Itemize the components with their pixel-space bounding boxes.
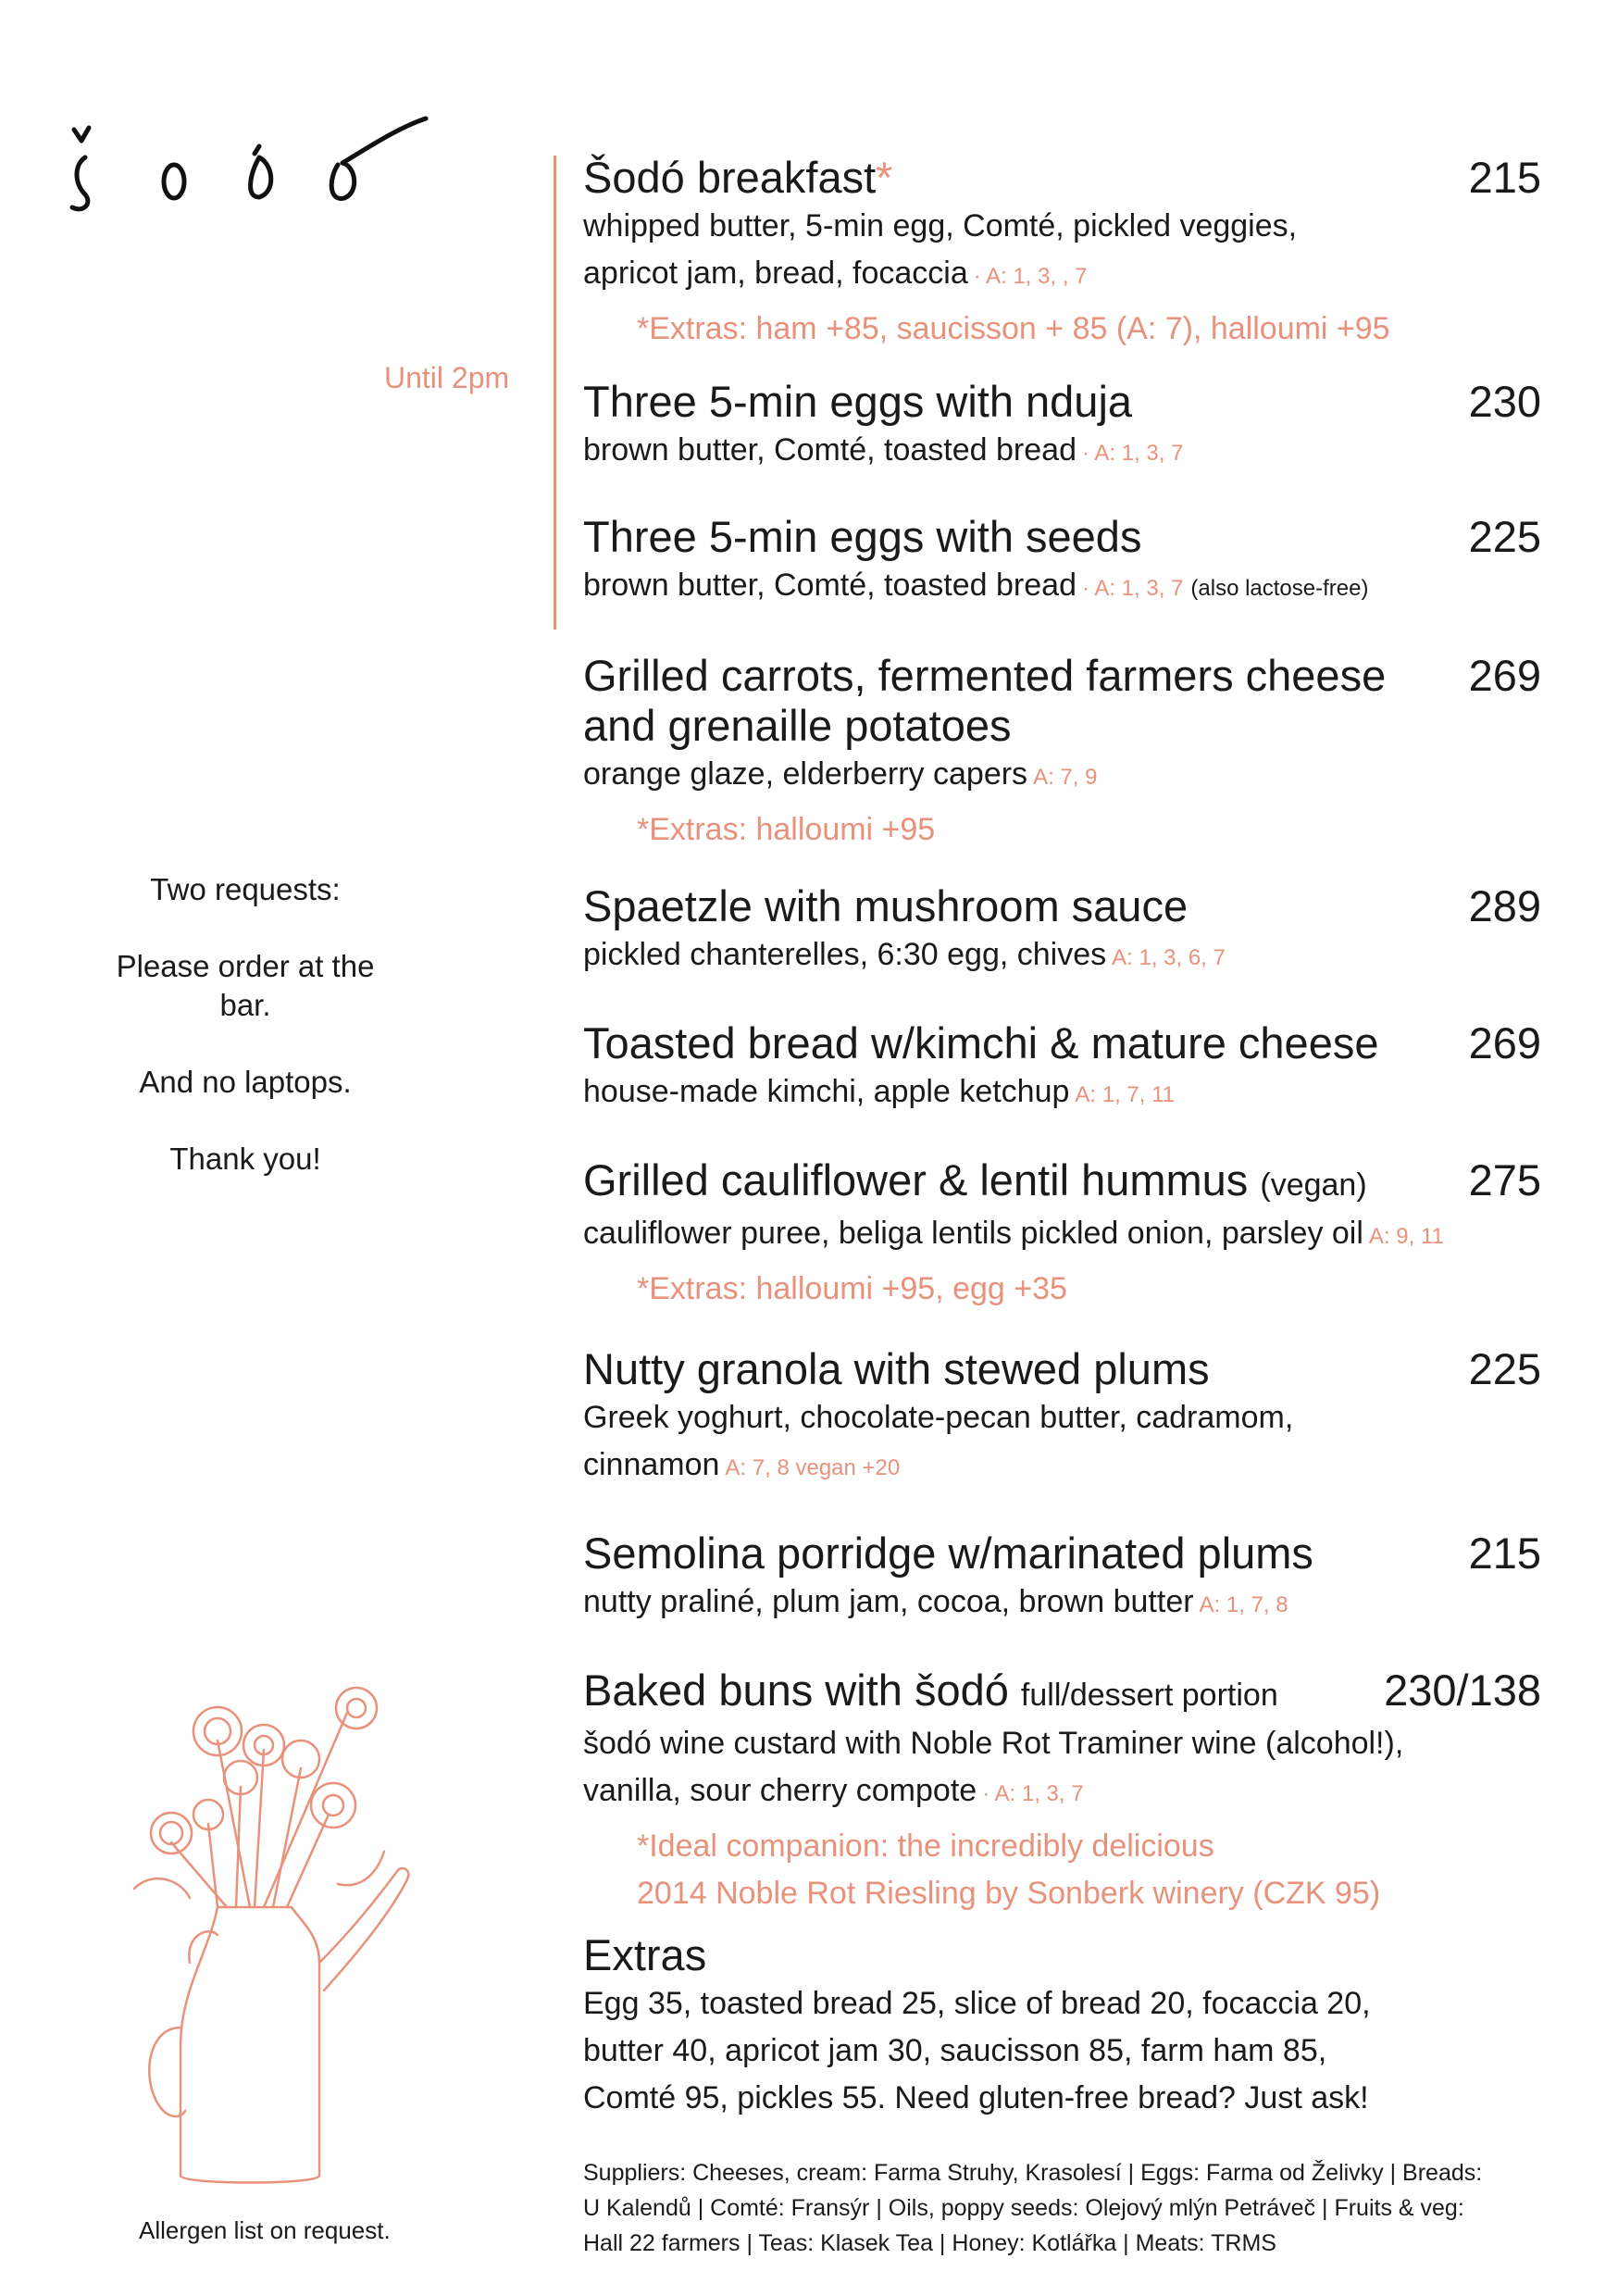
menu-item [583, 881, 1541, 981]
item-price: 275 [1468, 1155, 1541, 1204]
item-title: Šodó breakfast* [583, 153, 893, 202]
item-description: šodó wine custard with Noble Rot Traminer wine (alcohol!), vanilla, sour cherry compote · A: 1, 3, 7 [583, 1726, 1404, 1808]
menu-item [583, 512, 1541, 612]
item-title-note: (vegan) [1260, 1167, 1367, 1203]
requests-line: Please order at the bar. [116, 949, 375, 1022]
extras-list: Egg 35, toasted bread 25, slice of bread 20, focaccia 20, butter 40, apricot jam 30, saucisson 85, farm ham 85, Comté 95, pickles 55. Need gluten-free bread? Just ask! [583, 1986, 1371, 2115]
item-extra: *Extras: halloumi +95 [637, 812, 936, 847]
item-price: 269 [1468, 1018, 1541, 1067]
item-price: 269 [1468, 651, 1541, 700]
item-title: Three 5-min eggs with nduja [583, 377, 1133, 426]
menu-item [583, 377, 1541, 477]
item-allergens: A: 1, 3, 6, 7 [1112, 945, 1226, 970]
logo-handwriting [65, 109, 435, 220]
item-allergens: A: 1, 7, 11 [1075, 1082, 1176, 1107]
divider-line [554, 156, 556, 630]
requests-block [102, 870, 389, 1217]
time-note: Until 2pm [384, 361, 510, 394]
suppliers-note: Suppliers: Cheeses, cream: Farma Struhy, Krasolesí | Eggs: Farma od Želivky | Breads: U Kalendů | Comté: Fransýr | Oils, poppy seeds: Olejový mlýn Petráveč | Fruits & veg: Hall 22 farmers | Teas: Klasek Tea | Honey: Kotlářka | Meats: TRMS [583, 2160, 1483, 2256]
item-title: Grilled carrots, fermented farmers cheese and grenaille potatoes [583, 651, 1387, 750]
menu-item [583, 651, 1541, 854]
item-allergens: A: 1, 7, 8 [1199, 1592, 1288, 1617]
item-extra: *Extras: ham +85, saucisson + 85 (A: 7), halloumi +95 [637, 311, 1390, 346]
item-description: nutty praliné, plum jam, cocoa, brown butter A: 1, 7, 8 [583, 1584, 1288, 1619]
extras-section [583, 1930, 1541, 2122]
extras-title: Extras [583, 1930, 707, 1979]
item-description: pickled chanterelles, 6:30 egg, chives A: 1, 3, 6, 7 [583, 937, 1226, 972]
item-price: 215 [1468, 153, 1541, 202]
menu-list [583, 153, 1541, 2261]
item-price: 289 [1468, 881, 1541, 930]
requests-line: Thank you! [169, 1142, 321, 1176]
item-title: Baked buns with šodó full/dessert portion [583, 1666, 1278, 1715]
item-title: Grilled cauliflower & lentil hummus (vegan) [583, 1155, 1367, 1204]
item-extra: *Extras: halloumi +95, egg +35 [637, 1271, 1067, 1306]
item-description: house-made kimchi, apple ketchup A: 1, 7, 11 [583, 1074, 1176, 1109]
logo [65, 109, 435, 220]
item-description: Greek yoghurt, chocolate-pecan butter, cadramom, cinnamon A: 7, 8 vegan +20 [583, 1400, 1294, 1482]
allergen-note: Allergen list on request. [139, 2216, 391, 2244]
item-description: brown butter, Comté, toasted bread · A: 1, 3, 7 [583, 432, 1184, 468]
menu-item [583, 1018, 1541, 1118]
item-allergens: · A: 1, 3, 7 [1081, 576, 1184, 601]
item-description: brown butter, Comté, toasted bread · A: 1, 3, 7 (also lactose-free) [583, 568, 1369, 603]
requests-line: Two requests: [150, 872, 341, 906]
item-price: 230/138 [1384, 1666, 1541, 1715]
item-title: Nutty granola with stewed plums [583, 1344, 1210, 1393]
menu-item [583, 153, 1541, 353]
menu-item [583, 1344, 1541, 1491]
item-description: orange glaze, elderberry capers A: 7, 9 [583, 756, 1098, 792]
item-allergens: · A: 1, 3, , 7 [973, 264, 1088, 289]
item-allergens: A: 7, 9 [1033, 765, 1098, 790]
item-allergens: · A: 1, 3, 7 [1081, 441, 1184, 466]
item-allergens: A: 9, 11 [1368, 1224, 1444, 1249]
item-extra: *Ideal companion: the incredibly delicious 2014 Noble Rot Riesling by Sonberk winery (CZK 95) [637, 1828, 1381, 1911]
menu-item [583, 1529, 1541, 1628]
item-price: 225 [1468, 1344, 1541, 1393]
requests-line: And no laptops. [139, 1065, 352, 1099]
item-allergens: A: 7, 8 vegan +20 [725, 1455, 901, 1480]
menu-item [583, 1666, 1541, 1917]
item-description: whipped butter, 5-min egg, Comté, pickled veggies, apricot jam, bread, focaccia · A: 1, 3, , 7 [583, 208, 1298, 291]
item-title: Semolina porridge w/marinated plums [583, 1529, 1313, 1578]
item-price: 215 [1468, 1529, 1541, 1578]
item-title: Spaetzle with mushroom sauce [583, 881, 1189, 930]
flower-vase-illustration [79, 1657, 467, 2194]
menu-item [583, 1155, 1541, 1313]
item-note: (also lactose-free) [1190, 576, 1369, 601]
item-title: Toasted bread w/kimchi & mature cheese [583, 1018, 1379, 1067]
item-title-note: full/dessert portion [1020, 1678, 1278, 1713]
item-mark: * [876, 153, 893, 202]
item-title: Three 5-min eggs with seeds [583, 512, 1142, 561]
item-price: 230 [1468, 377, 1541, 426]
item-description: cauliflower puree, beliga lentils pickled onion, parsley oil A: 9, 11 [583, 1216, 1444, 1251]
item-allergens: · A: 1, 3, 7 [982, 1781, 1084, 1806]
item-price: 225 [1468, 512, 1541, 561]
